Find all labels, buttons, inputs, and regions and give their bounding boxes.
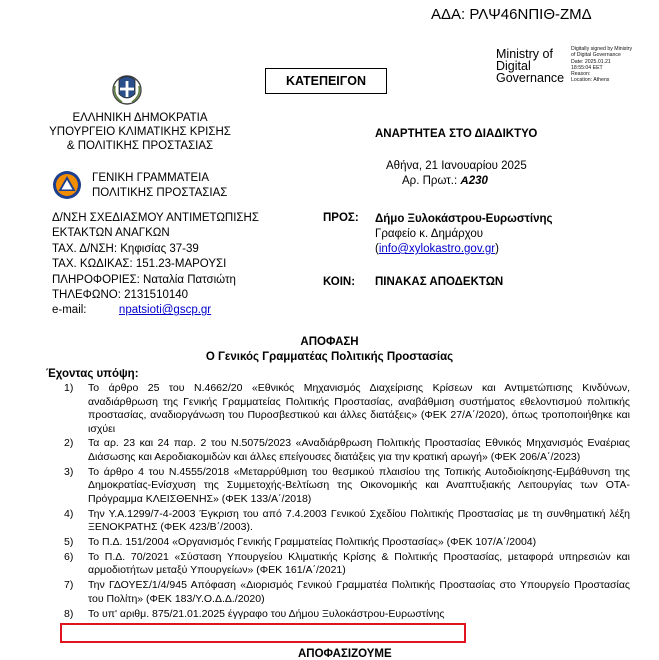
item-number: 7) <box>64 579 74 592</box>
sender-email-link[interactable]: npatsioti@gscp.gr <box>118 304 212 317</box>
email-label: e-mail: <box>52 304 87 317</box>
item-text: Τα αρ. 23 και 24 παρ. 2 του Ν.5075/2023 «Αναδιάρθρωση Πολιτικής Προστασίας Εθνικός Μηχανισμός Εναέριας Διάσωσης και Αεροδιακομιδών και άλλες επείγουσες διατάξεις για την κρατική αρωγή» (ΦΕΚ 206/Α΄/2023) <box>88 437 630 463</box>
publish-notice: ΑΝΑΡΤΗΤΕΑ ΣΤΟ ΔΙΑΔΙΚΤΥΟ <box>375 128 538 140</box>
cc-value: ΠΙΝΑΚΑΣ ΑΠΟΔΕΚΤΩΝ <box>375 276 504 288</box>
list-item <box>62 551 630 578</box>
address-line: ΤΑΧ. Δ/ΝΣΗ: Κηφισίας 37-39 <box>52 242 199 255</box>
sender-details <box>52 211 259 319</box>
list-item <box>62 437 630 464</box>
recipient-block <box>375 212 552 257</box>
item-number: 3) <box>64 465 74 478</box>
paren-open: ( <box>375 243 379 255</box>
date-protocol <box>386 159 527 189</box>
ministry-line: Governance <box>496 71 565 85</box>
recipient-label: ΠΡΟΣ: <box>323 212 359 224</box>
email-line <box>52 303 259 318</box>
item-text: Το άρθρο 4 του Ν.4555/2018 «Μεταρρύθμιση του θεσμικού πλαισίου της Τοπικής Αυτοδιοίκησης-Εμβάθυνση της Δημοκρατίας-Ενίσχυση της Συμμετοχής-Βελτίωση της Οικονομικής και Αναπτυξιακής Λειτουργίας των ΟΤΑ-Πρόγραμμα ΚΛΕΙΣΘΕΝΗΣ» (ΦΕΚ 133/Α΄/2018) <box>88 465 630 505</box>
ministry-line: Ministry of <box>496 47 553 61</box>
item-number: 5) <box>64 536 74 549</box>
postcode-line: ΤΑΧ. ΚΩΔΙΚΑΣ: 151.23-ΜΑΡΟΥΣΙ <box>52 258 227 271</box>
list-item <box>62 382 630 436</box>
protocol-label: Αρ. Πρωτ.: <box>402 175 458 187</box>
ministry-line: Digital <box>496 59 531 73</box>
civil-protection-logo-icon <box>52 170 82 200</box>
decision-title: ΑΠΟΦΑΣΗ <box>300 336 359 348</box>
paren-close: ) <box>495 243 499 255</box>
decision-heading <box>0 335 659 365</box>
decision-subtitle: Ο Γενικός Γραμματέας Πολιτικής Προστασίας <box>205 351 454 363</box>
list-item <box>62 608 630 622</box>
signature-line: of Digital Governance <box>571 52 621 59</box>
item-number: 2) <box>64 437 74 450</box>
greek-emblem-icon <box>110 68 144 106</box>
recipient-name: Δήμο Ξυλοκάστρου-Ευρωστίνης <box>375 213 553 225</box>
department-line: Δ/ΝΣΗ ΣΧΕΔΙΑΣΜΟΥ ΑΝΤΙΜΕΤΩΠΙΣΗΣ <box>52 212 259 224</box>
list-item <box>62 508 630 535</box>
considerations-list <box>62 382 630 623</box>
secretariat-line: ΓΕΝΙΚΗ ΓΡΑΜΜΑΤΕΙΑ <box>92 172 210 184</box>
date-line: Αθήνα, 21 Ιανουαρίου 2025 <box>386 160 527 172</box>
list-item <box>62 536 630 550</box>
item-number: 1) <box>64 382 74 394</box>
list-item <box>62 466 630 507</box>
item-number: 4) <box>64 507 74 520</box>
list-item <box>62 579 630 606</box>
issuer-line: ΥΠΟΥΡΓΕΙΟ ΚΛΙΜΑΤΙΚΗΣ ΚΡΙΣΗΣ <box>49 126 231 138</box>
item-number: 8) <box>64 607 74 620</box>
item-text: Το Π.Δ. 70/2021 «Σύσταση Υπουργείου Κλιματικής Κρίσης & Πολιτικής Προστασίας, μεταφορά υπηρεσιών και αρμοδιοτήτων μεταξύ Υπουργείων» (ΦΕΚ 161/Α΄/2021) <box>88 550 630 577</box>
digital-signature <box>571 46 632 84</box>
protocol-number: Α230 <box>460 175 488 187</box>
signature-line: Digitally signed by Ministry <box>571 46 633 52</box>
item-text: Το άρθρο 25 του Ν.4662/20 «Εθνικός Μηχανισμός Διαχείρισης Κρίσεων και Αντιμετώπισης Κινδύνων, αναδιάρθρωση της Γενικής Γραμματείας Πολιτικής Προστασίας, αναβάθμιση συστήματος εθελοντισμού πολιτικής προστασίας, αναδιοργάνωση του Πυροσβεστικού και άλλες διατάξεις» (ΦΕΚ 27/Α΄/2020), όπως τροποποιήθηκε και ισχύει <box>88 382 630 435</box>
decide-heading: ΑΠΟΦΑΣΙΖΟΥΜΕ <box>298 648 392 660</box>
item-text: Το υπ' αριθμ. 875/21.01.2025 έγγραφο του Δήμου Ξυλοκάστρου-Ευρωστίνης <box>88 607 445 620</box>
signature-line: Date: 2025.01.21 <box>571 58 611 65</box>
issuer-header <box>40 111 240 153</box>
signature-line: Reason: <box>571 71 591 78</box>
recipient-email-line <box>375 242 552 257</box>
phone-line: ΤΗΛΕΦΩΝΟ: 2131510140 <box>52 289 189 302</box>
recipient-email-link[interactable]: info@xylokastro.gov.gr <box>378 243 496 255</box>
contact-person: ΠΛΗΡΟΦΟΡΙΕΣ: Ναταλία Πατσιώτη <box>52 273 236 286</box>
recipient-office: Γραφείο κ. Δημάρχου <box>375 228 484 240</box>
cc-label: ΚΟΙΝ: <box>323 276 356 288</box>
considering-heading: Έχοντας υπόψη: <box>46 368 139 380</box>
protocol-line <box>386 174 527 189</box>
urgent-box: ΚΑΤΕΠΕΙΓΟΝ <box>265 68 387 94</box>
ada-code: ΑΔΑ: ΡΛΨ46ΝΠΙΘ-ΖΜΔ <box>431 6 592 23</box>
department-line: ΕΚΤΑΚΤΩΝ ΑΝΑΓΚΩΝ <box>52 227 170 240</box>
item-text: Την ΓΔΟΥΕΣ/1/4/945 Απόφαση «Διορισμός Γενικού Γραμματέα Πολιτικής Προστασίας στο Υπουργείο Προστασίας του Πολίτη» (ΦΕΚ 183/Υ.Ο.Δ.Δ./2020) <box>88 579 630 605</box>
signature-line: Location: Athens <box>571 77 610 84</box>
item-number: 6) <box>64 550 74 563</box>
secretariat-line: ΠΟΛΙΤΙΚΗΣ ΠΡΟΣΤΑΣΙΑΣ <box>92 187 228 199</box>
ministry-stamp <box>496 48 564 84</box>
item-text: Την Υ.Α.1299/7-4-2003 Έγκριση του από 7.4.2003 Γενικού Σχεδίου Πολιτικής Προστασίας με τη συνθηματική λέξη ΞΕΝΟΚΡΑΤΗΣ (ΦΕΚ 423/Β΄/2003). <box>88 507 630 534</box>
highlight-box <box>60 623 466 643</box>
issuer-line: & ΠΟΛΙΤΙΚΗΣ ΠΡΟΣΤΑΣΙΑΣ <box>66 140 214 152</box>
item-text: Το Π.Δ. 151/2004 «Οργανισμός Γενικής Γραμματείας Πολιτικής Προστασίας» (ΦΕΚ 107/Α΄/2004) <box>88 536 537 549</box>
signature-line: 18:55:04 EET <box>571 64 603 71</box>
issuer-line: ΕΛΛΗΝΙΚΗ ΔΗΜΟΚΡΑΤΙΑ <box>72 112 208 124</box>
general-secretariat <box>92 171 227 201</box>
